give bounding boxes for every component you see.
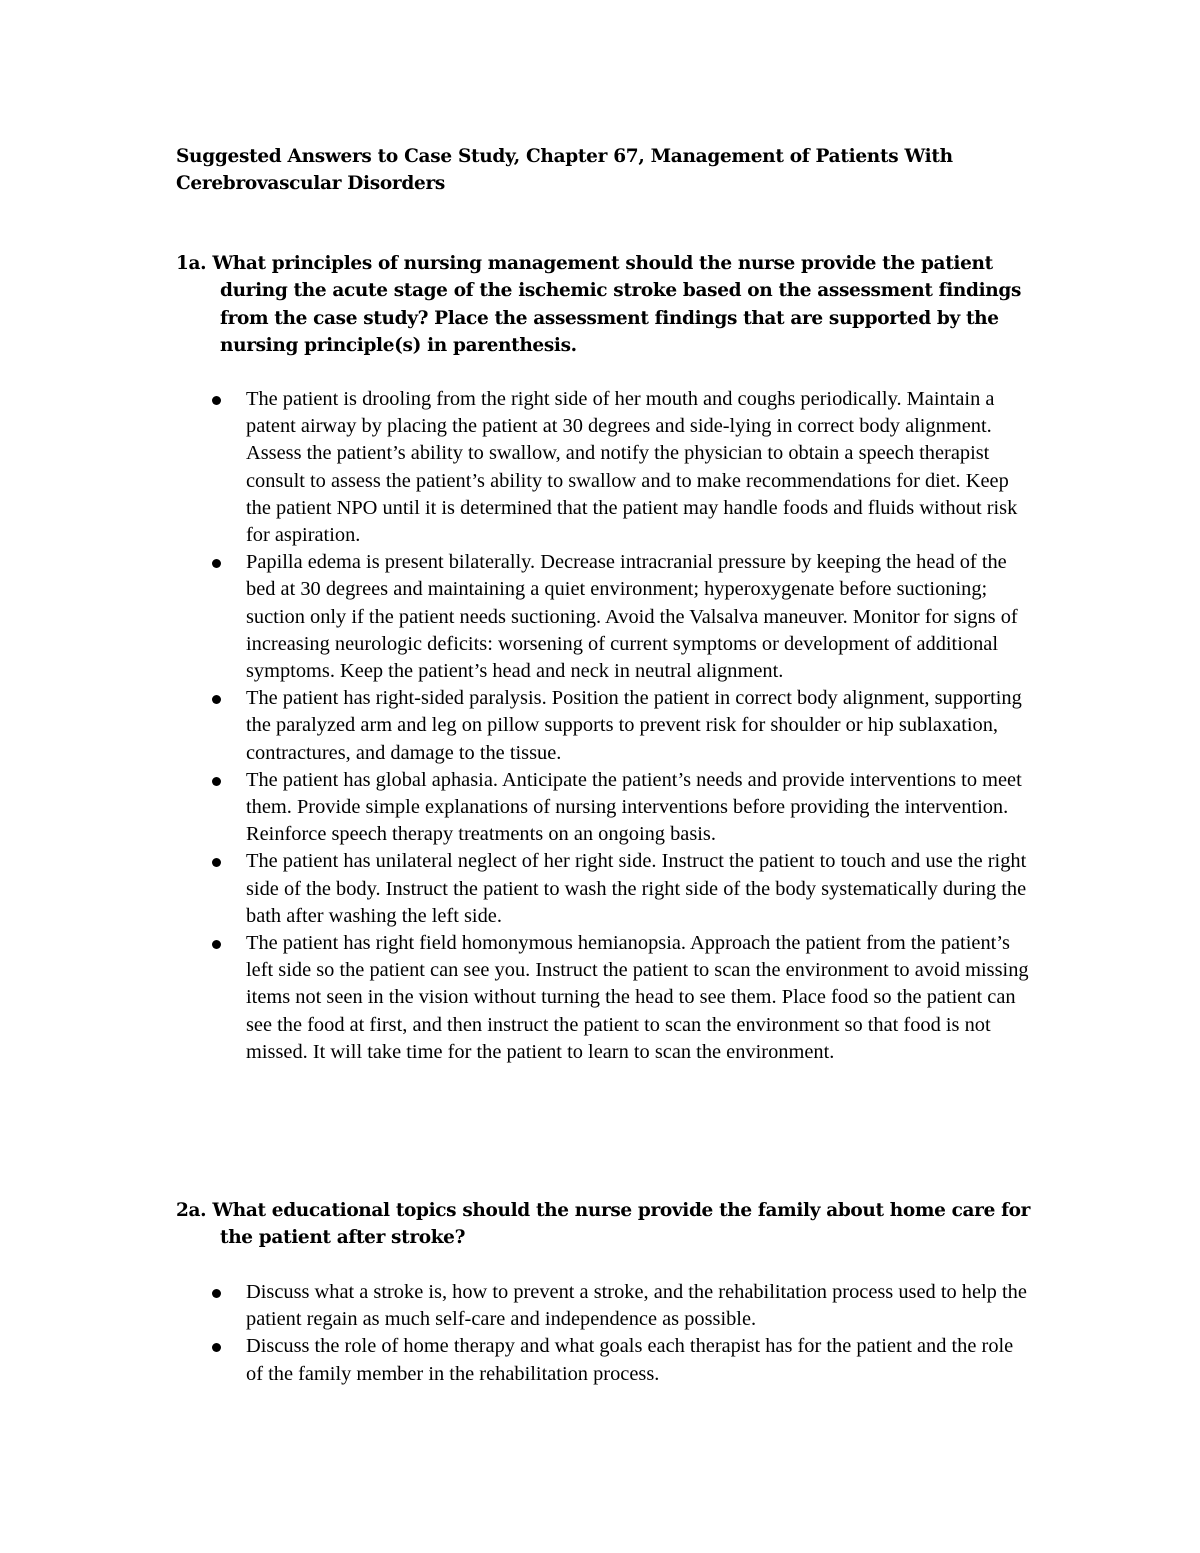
list-item bbox=[200, 685, 1030, 767]
question-1a: 1a. What principles of nursing management should the nurse provide the patient during the acute stage of the ischemic stroke based on the assessment findings from the case study? Place the assessment findings that are supported by the nursing principle(s) in parenthesis. bbox=[176, 253, 1022, 357]
list-item bbox=[200, 767, 1030, 849]
bullet-icon bbox=[212, 559, 221, 568]
list-item bbox=[200, 930, 1030, 1066]
answer-text: Discuss what a stroke is, how to prevent a stroke, and the rehabilitation process used to help the patient regain as much self-care and independence as possible. bbox=[246, 1281, 1027, 1331]
answer-text: The patient has global aphasia. Anticipate the patient’s needs and provide interventions to meet them. Provide simple explanations of nursing interventions before providing the intervention. Reinforce speech therapy treatments on an ongoing basis. bbox=[246, 768, 1022, 846]
question-2a: 2a. What educational topics should the nurse provide the family about home care for the patient after stroke? bbox=[176, 1200, 1031, 1249]
bullet-icon bbox=[212, 1289, 221, 1298]
answer-list-2a bbox=[200, 1279, 1030, 1388]
answer-text: Papilla edema is present bilaterally. Decrease intracranial pressure by keeping the head of the bed at 30 degrees and maintaining a quiet environment; hyperoxygenate before suctioning; suction only if the patient needs suctioning. Avoid the Valsalva maneuver. Monitor for signs of increasing neurologic deficits: worsening of current symptoms or development of additional symptoms. Keep the patient’s head and neck in neutral alignment. bbox=[246, 551, 1018, 683]
list-item bbox=[200, 386, 1030, 549]
bullet-icon bbox=[212, 396, 221, 405]
list-item bbox=[200, 1333, 1030, 1387]
answer-text: The patient has right field homonymous hemianopsia. Approach the patient from the patient’s left side so the patient can see you. Instruct the patient to scan the environment to avoid missing items not seen in the vision without turning the head to see them. Place food so the patient can see the food at first, and then instruct the patient to scan the environment so that food is not missed. It will take time for the patient to learn to scan the environment. bbox=[246, 932, 1029, 1063]
bullet-icon bbox=[212, 858, 221, 867]
bullet-icon bbox=[212, 940, 221, 949]
document-title: Suggested Answers to Case Study, Chapter 67, Management of Patients With Cerebrovascular Disorders bbox=[176, 146, 953, 194]
list-item bbox=[200, 549, 1030, 685]
answer-text: The patient has unilateral neglect of her right side. Instruct the patient to touch and use the right side of the body. Instruct the patient to wash the right side of the body systematically during the bath after washing the left side. bbox=[246, 850, 1027, 927]
bullet-icon bbox=[212, 1343, 221, 1352]
list-item bbox=[200, 848, 1030, 930]
answer-text: The patient is drooling from the right side of her mouth and coughs periodically. Maintain a patent airway by placing the patient at 30 degrees and side-lying in correct body alignment. Assess the patient’s ability to swallow, and notify the physician to obtain a speech therapist consult to assess the patient’s ability to swallow and to make recommendations for diet. Keep the patient NPO until it is determined that the patient may handle foods and fluids without risk for aspiration. bbox=[246, 388, 1018, 547]
bullet-icon bbox=[212, 695, 221, 704]
answer-list-1a bbox=[200, 386, 1030, 1066]
answer-text: Discuss the role of home therapy and what goals each therapist has for the patient and the role of the family member in the rehabilitation process. bbox=[246, 1335, 1014, 1385]
bullet-icon bbox=[212, 777, 221, 786]
list-item bbox=[200, 1279, 1030, 1333]
answer-text: The patient has right-sided paralysis. Position the patient in correct body alignment, supporting the paralyzed arm and leg on pillow supports to prevent risk for shoulder or hip sublaxation, contractures, and damage to the tissue. bbox=[246, 687, 1022, 764]
